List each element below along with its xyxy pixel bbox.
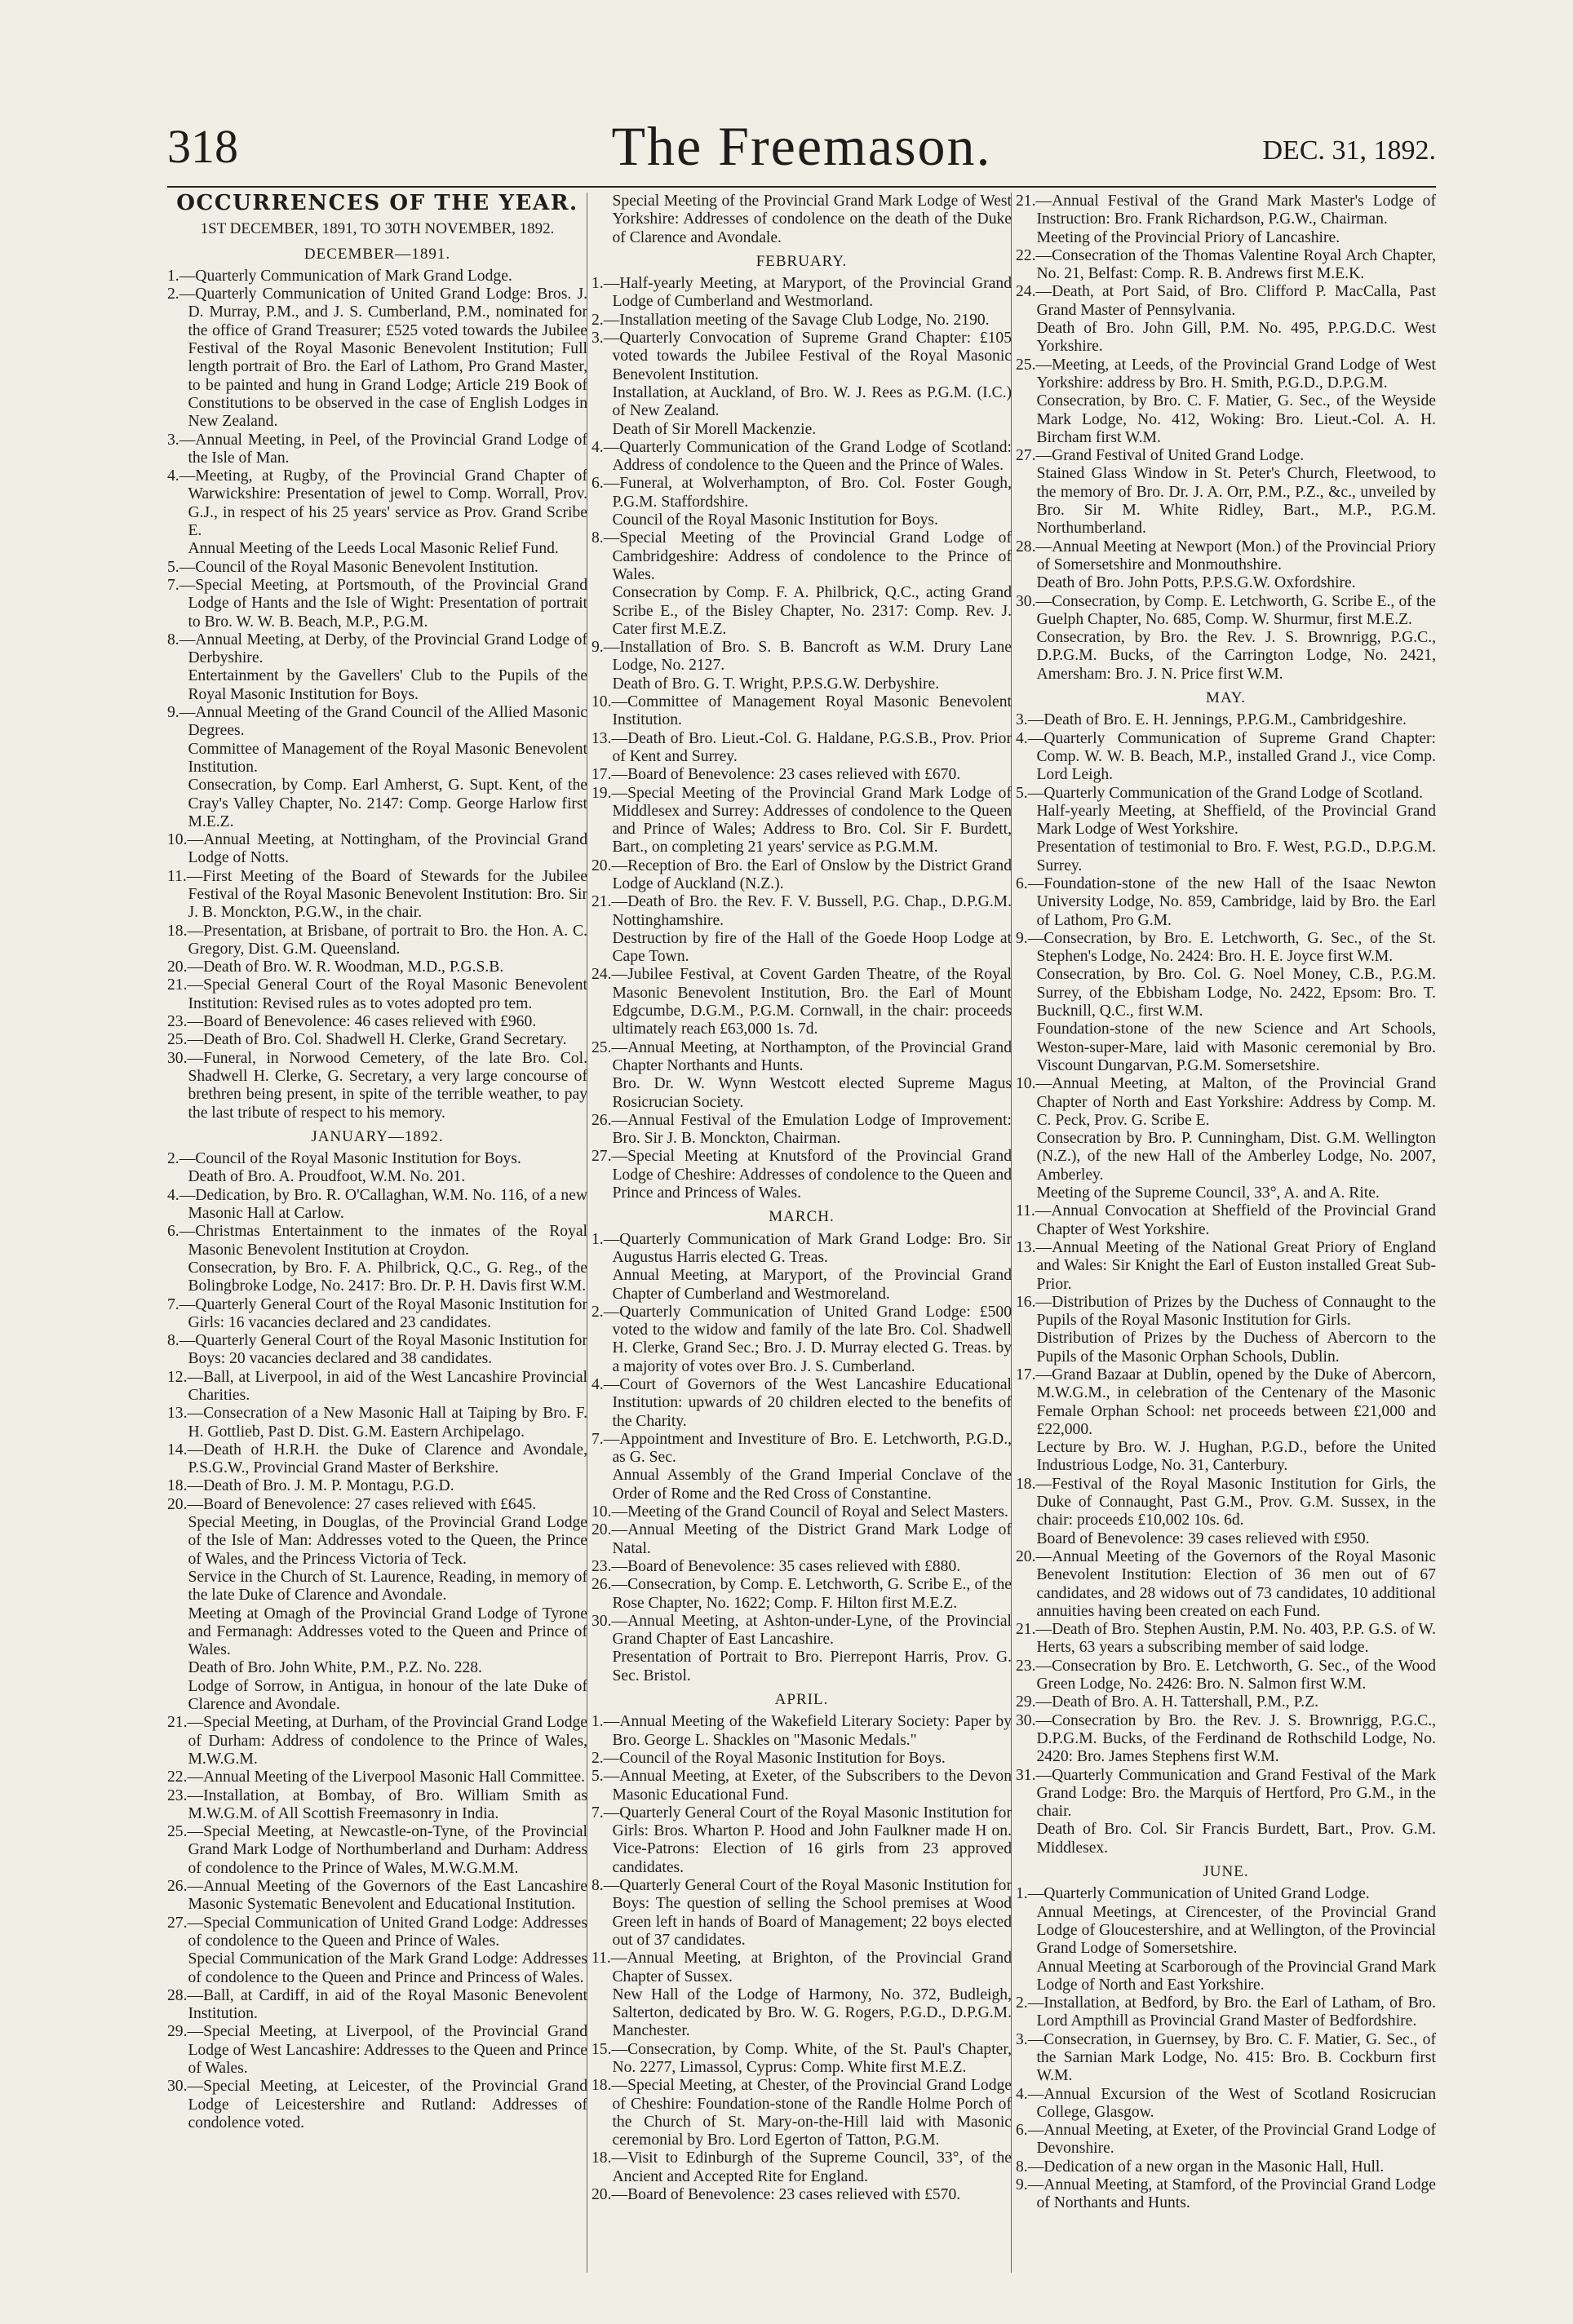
occurrence-entry: 10.—Annual Meeting, at Malton, of the Provincial Grand Chapter of North and East Yorkshire: Address by Comp. M. C. Peck, Prov. G. Scribe E. — [1016, 1075, 1436, 1129]
occurrence-entry: Foundation-stone of the new Science and Art Schools, Weston-super-Mare, laid with Masonic ceremonial by Bro. Viscount Dungarvan, P.G.M. Somersetshire. — [1036, 1020, 1436, 1074]
occurrence-entry: 21.—Death of Bro. Stephen Austin, P.M. No. 403, P.P. G.S. of W. Herts, 63 years a subscribing member of said lodge. — [1016, 1621, 1436, 1657]
occurrence-entry: Consecration, by Bro. Col. G. Noel Money, C.B., P.G.M. Surrey, of the Ebbisham Lodge, No. 2422, Epsom: Bro. T. Bucknill, Q.C., first W.M. — [1036, 966, 1436, 1020]
occurrence-entry: 4.—Quarterly Communication of Supreme Grand Chapter: Comp. W. W. B. Beach, M.P., installed Grand J., vice Comp. Lord Leigh. — [1016, 729, 1436, 784]
occurrence-entry: 2.—Quarterly Communication of United Grand Lodge: £500 voted to the widow and family of the late Bro. Col. Shadwell H. Clerke, Grand Sec.; Bro. J. D. Murray elected G. Treas. by a majority of votes over Bro. J. S. Cumberland. — [592, 1303, 1012, 1375]
occurrence-entry: 11.—First Meeting of the Board of Stewards for the Jubilee Festival of the Royal Masonic Benevolent Institution: Bro. Sir J. B. Monckton, P.G.W., in the chair. — [167, 867, 587, 922]
occurrence-entry: 26.—Annual Festival of the Emulation Lodge of Improvement: Bro. Sir J. B. Monckton, Chairman. — [592, 1111, 1012, 1148]
column-2 — [592, 193, 1012, 2281]
column-3 — [1016, 193, 1436, 2281]
occurrence-entry: 18.—Visit to Edinburgh of the Supreme Council, 33°, of the Ancient and Accepted Rite for England. — [592, 2149, 1012, 2185]
occurrence-entry: 1.—Half-yearly Meeting, at Maryport, of the Provincial Grand Lodge of Cumberland and Westmorland. — [592, 275, 1012, 311]
masthead-title: The Freemason. — [611, 115, 992, 177]
occurrence-entry: 23.—Board of Benevolence: 46 cases relieved with £960. — [167, 1013, 537, 1031]
occurrence-entry: 1.—Quarterly Communication of United Grand Lodge. — [1016, 1885, 1370, 1903]
occurrence-entry: Presentation of testimonial to Bro. F. West, P.G.D., D.P.G.M. Surrey. — [1036, 839, 1436, 874]
occurrence-entry: 10.—Committee of Management Royal Masonic Benevolent Institution. — [592, 693, 1012, 729]
month-heading: JUNE. — [1203, 1863, 1249, 1881]
occurrence-entry: 3.—Quarterly Convocation of Supreme Grand Chapter: £105 voted towards the Jubilee Festival of the Royal Masonic Benevolent Institution. — [592, 330, 1012, 383]
occurrence-entry: 20.—Death of Bro. W. R. Woodman, M.D., P.G.S.B. — [167, 958, 504, 976]
occurrence-entry: 6.—Annual Meeting, at Exeter, of the Provincial Grand Lodge of Devonshire. — [1016, 2122, 1436, 2158]
occurrence-entry: Death of Bro. John Gill, P.M. No. 495, P.P.G.D.C. West Yorkshire. — [1036, 320, 1436, 356]
occurrence-entry: 29.—Special Meeting, at Liverpool, of the Provincial Grand Lodge of West Lancashire: Addresses to the Queen and Prince of Wales. — [167, 2023, 587, 2077]
occurrence-entry: 25.—Death of Bro. Col. Shadwell H. Clerke, Grand Secretary. — [167, 1031, 567, 1049]
occurrence-entry: Committee of Management of the Royal Masonic Benevolent Institution. — [188, 740, 587, 776]
occurrence-entry: 24.—Death, at Port Said, of Bro. Clifford P. MacCalla, Past Grand Master of Pennsylvania. — [1016, 283, 1436, 319]
occurrence-entry: 3.—Death of Bro. E. H. Jennings, P.P.G.M., Cambridgeshire. — [1016, 711, 1407, 729]
occurrence-entry: Annual Meetings, at Cirencester, of the Provincial Grand Lodge of Gloucestershire, and at Wellington, of the Provincial Grand Lodge of Somersetshire. — [1036, 1903, 1436, 1958]
occurrence-entry: 21.—Special General Court of the Royal Masonic Benevolent Institution: Revised rules as to votes adopted pro tem. — [167, 976, 587, 1012]
occurrence-entry: 9.—Consecration, by Bro. E. Letchworth, G. Sec., of the St. Stephen's Lodge, No. 2424: Bro. H. E. Joyce first W.M. — [1016, 929, 1436, 966]
occurrence-entry: Entertainment by the Gavellers' Club to the Pupils of the Royal Masonic Institution for Boys. — [188, 667, 587, 703]
occurrence-entry: 20.—Annual Meeting of the District Grand Mark Lodge of Natal. — [592, 1521, 1012, 1557]
occurrence-entry: 28.—Ball, at Cardiff, in aid of the Royal Masonic Benevolent Institution. — [167, 1986, 587, 2023]
occurrence-entry: 5.—Quarterly Communication of the Grand Lodge of Scotland. — [1016, 784, 1423, 802]
occurrence-entry: 10.—Meeting of the Grand Council of Royal and Select Masters. — [592, 1503, 1008, 1521]
occurrence-entry: 2.—Quarterly Communication of United Grand Lodge: Bros. J. D. Murray, P.M., and J. S. Cumberland, P.M., nominated for the office of Grand Treasurer; £525 voted towards the Jubilee Festival of the Royal Masonic Benevolent Institution; Full length portrait of Bro. the Earl of Lathom, Pro Grand Master, to be painted and hung in Grand Lodge; Article 219 Book of Constitutions to be observed in the case of English Lodges in New Zealand. — [167, 286, 587, 431]
column-3-entries — [1016, 193, 1436, 2213]
occurrence-entry: 18.—Special Meeting, at Chester, of the Provincial Grand Lodge of Cheshire: Foundation-stone of the Randle Holme Porch of the Church of St. Mary-on-the-Hill laid with Masonic ceremonial by Bro. Lord Egerton of Tatton, P.G.M. — [592, 2077, 1012, 2149]
occurrence-entry: Death of Sir Morell Mackenzie. — [612, 420, 817, 438]
month-heading: MAY. — [1206, 689, 1246, 707]
occurrence-entry: 21.—Death of Bro. the Rev. F. V. Bussell, P.G. Chap., D.P.G.M. Nottinghamshire. — [592, 893, 1012, 929]
occurrence-entry: 5.—Annual Meeting, at Exeter, of the Subscribers to the Devon Masonic Educational Fund. — [592, 1768, 1012, 1804]
occurrence-entry: Annual Meeting at Scarborough of the Provincial Grand Mark Lodge of North and East Yorkshire. — [1036, 1958, 1436, 1994]
occurrence-entry: 2.—Council of the Royal Masonic Institution for Boys. — [592, 1749, 946, 1767]
occurrence-entry: 30.—Special Meeting, at Leicester, of the Provincial Grand Lodge of Leicestershire and Rutland: Addresses of condolence voted. — [167, 2078, 587, 2131]
month-heading: FEBRUARY. — [755, 252, 848, 270]
occurrence-entry: 6.—Foundation-stone of the new Hall of the Isaac Newton University Lodge, No. 859, Cambridge, laid by Bro. the Earl of Lathom, Pro G.M. — [1016, 874, 1436, 929]
occurrence-entry: 7.—Quarterly General Court of the Royal Masonic Institution for Girls: 16 vacancies declared and 23 candidates. — [167, 1295, 587, 1331]
occurrence-entry: Presentation of Portrait to Bro. Pierrepont Harris, Prov. G. Sec. Bristol. — [612, 1649, 1012, 1684]
occurrence-entry: 7.—Special Meeting, at Portsmouth, of the Provincial Grand Lodge of Hants and the Isle of Wight: Presentation of portrait to Bro. W. W. B. Beach, M.P., P.G.M. — [167, 576, 587, 631]
occurrence-entry: 13.—Death of Bro. Lieut.-Col. G. Haldane, P.G.S.B., Prov. Prior of Kent and Surrey. — [592, 729, 1012, 765]
occurrence-entry: 2.—Installation, at Bedford, by Bro. the Earl of Latham, of Bro. Lord Ampthill as Provincial Grand Master of Bedfordshire. — [1016, 1994, 1436, 2030]
occurrence-entry: 22.—Consecration of the Thomas Valentine Royal Arch Chapter, No. 21, Belfast: Comp. R. B. Andrews first M.E.K. — [1016, 246, 1436, 283]
occurrence-entry: 4.—Quarterly Communication of the Grand Lodge of Scotland: Address of condolence to the Queen and the Prince of Wales. — [592, 438, 1012, 475]
occurrence-entry: 3.—Consecration, in Guernsey, by Bro. C. F. Matier, G. Sec., of the Sarnian Mark Lodge, No. 415: Bro. B. Cockburn first W.M. — [1016, 2030, 1436, 2085]
occurrence-entry: 8.—Special Meeting of the Provincial Grand Lodge of Cambridgeshire: Address of condolence to the Prince of Wales. — [592, 529, 1012, 583]
occurrence-entry: 21.—Annual Festival of the Grand Mark Master's Lodge of Instruction: Bro. Frank Richardson, P.G.W., Chairman. — [1016, 193, 1436, 228]
occurrence-entry: 4.—Dedication, by Bro. R. O'Callaghan, W.M. No. 116, of a new Masonic Hall at Carlow. — [167, 1186, 587, 1223]
occurrence-entry: 7.—Quarterly General Court of the Royal Masonic Institution for Girls: Bros. Wharton P. Hood and John Faulkner made H on. Vice-Patrons: Election of 16 girls from 23 approved candidates. — [592, 1804, 1012, 1876]
occurrence-entry: Council of the Royal Masonic Institution for Boys. — [612, 511, 938, 529]
month-heading: APRIL. — [774, 1691, 829, 1709]
occurrence-entry: Annual Meeting of the Leeds Local Masonic Relief Fund. — [188, 540, 559, 558]
occurrence-entry: 25.—Special Meeting, at Newcastle-on-Tyne, of the Provincial Grand Mark Lodge of Northumberland and Durham: Address of condolence to the Prince of Wales, M.W.G.M.M. — [167, 1823, 587, 1877]
occurrence-entry: 10.—Annual Meeting, at Nottingham, of the Provincial Grand Lodge of Notts. — [167, 831, 587, 867]
occurrence-entry: 22.—Annual Meeting of the Liverpool Masonic Hall Committee. — [167, 1768, 586, 1786]
occurrence-entry: 20.—Board of Benevolence: 27 cases relieved with £645. — [167, 1495, 537, 1513]
occurrence-entry: 11.—Annual Meeting, at Brighton, of the Provincial Grand Chapter of Sussex. — [592, 1950, 1012, 1985]
occurrence-entry: 27.—Grand Festival of United Grand Lodge. — [1016, 447, 1305, 465]
occurrence-entry: 18.—Presentation, at Brisbane, of portrait to Bro. the Hon. A. C. Gregory, Dist. G.M. Queensland. — [167, 922, 587, 958]
occurrence-entry: 11.—Annual Convocation at Sheffield of the Provincial Grand Chapter of West Yorkshire. — [1016, 1202, 1436, 1238]
occurrence-entry: Destruction by fire of the Hall of the Goede Hoop Lodge at Cape Town. — [612, 929, 1012, 966]
occurrence-entry: Consecration by Comp. F. A. Philbrick, Q.C., acting Grand Scribe E., of the Bisley Chapter, No. 2317: Comp. Rev. J. Cater first M.E.Z. — [612, 584, 1012, 638]
occurrence-entry: 24.—Jubilee Festival, at Covent Garden Theatre, of the Royal Masonic Benevolent Institution, Bro. the Earl of Mount Edgcumbe, D.G.M., P.G.M. Cornwall, in the chair: proceeds ultimately reach £63,000 1s. 7d. — [592, 966, 1012, 1038]
occurrence-entry: 23.—Consecration by Bro. E. Letchworth, G. Sec., of the Wood Green Lodge, No. 2426: Bro. N. Salmon first W.M. — [1016, 1657, 1436, 1693]
column-2-entries — [592, 193, 1012, 2204]
month-heading: JANUARY—1892. — [311, 1127, 444, 1145]
occurrence-entry: 23.—Installation, at Bombay, of Bro. William Smith as M.W.G.M. of All Scottish Freemasonry in India. — [167, 1786, 587, 1822]
occurrence-entry: 7.—Appointment and Investiture of Bro. E. Letchworth, P.G.D., as G. Sec. — [592, 1430, 1012, 1467]
occurrence-entry: Consecration, by Comp. Earl Amherst, G. Supt. Kent, of the Cray's Valley Chapter, No. 2147: Comp. George Harlow first M.E.Z. — [188, 777, 587, 830]
occurrence-entry: 20.—Annual Meeting of the Governors of the Royal Masonic Benevolent Institution: Election of 36 men out of 67 candidates, and 28 widows out of 73 candidates, 10 additional annuities having been created on each Fund. — [1016, 1547, 1436, 1620]
occurrence-entry: Meeting at Omagh of the Provincial Grand Lodge of Tyrone and Fermanagh: Addresses voted to the Queen and Prince of Wales. — [188, 1605, 587, 1659]
occurrence-entry: 28.—Annual Meeting at Newport (Mon.) of the Provincial Priory of Somersetshire and Monmouthshire. — [1016, 538, 1436, 573]
occurrence-entry: Death of Bro. G. T. Wright, P.P.S.G.W. Derbyshire. — [612, 675, 940, 693]
column-1-entries — [167, 246, 587, 2133]
occurrence-entry: 21.—Special Meeting, at Durham, of the Provincial Grand Lodge of Durham: Address of condolence to the Prince of Wales, M.W.G.M. — [167, 1714, 587, 1768]
occurrence-entry: 31.—Quarterly Communication and Grand Festival of the Mark Grand Lodge: Bro. the Marquis of Hertford, Pro G.M., in the chair. — [1016, 1766, 1436, 1821]
occurrence-entry: Consecration, by Bro. the Rev. J. S. Brownrigg, P.G.C., D.P.G.M. Bucks, of the Carrington Lodge, No. 2421, Amersham: Bro. J. N. Price first W.M. — [1036, 629, 1436, 683]
occurrence-entry: Special Communication of the Mark Grand Lodge: Addresses of condolence to the Queen and Prince and Princess of Wales. — [188, 1950, 587, 1986]
occurrence-entry: Service in the Church of St. Laurence, Reading, in memory of the late Duke of Clarence and Avondale. — [188, 1568, 587, 1605]
occurrence-entry: 16.—Distribution of Prizes by the Duchess of Connaught to the Pupils of the Royal Masonic Institution for Girls. — [1016, 1293, 1436, 1330]
occurrence-entry: 27.—Special Meeting at Knutsford of the Provincial Grand Lodge of Cheshire: Addresses of condolence to the Queen and Prince and Princess of Wales. — [592, 1148, 1012, 1202]
occurrence-entry: 4.—Meeting, at Rugby, of the Provincial Grand Chapter of Warwickshire: Presentation of jewel to Comp. Worrall, Prov. G.J., in respect of his 25 years' service as Prov. Grand Scribe E. — [167, 467, 587, 540]
occurrence-entry: 30.—Funeral, in Norwood Cemetery, of the late Bro. Col. Shadwell H. Clerke, G. Secretary, a very large concourse of brethren being present, in spite of the terrible weather, to pay the last tribute of respect to his memory. — [167, 1049, 587, 1122]
occurrence-entry: Board of Benevolence: 39 cases relieved with £950. — [1036, 1529, 1370, 1547]
month-heading: DECEMBER—1891. — [304, 245, 451, 263]
occurrence-entry: 2.—Installation meeting of the Savage Club Lodge, No. 2190. — [592, 311, 990, 329]
occurrence-entry: 4.—Court of Governors of the West Lancashire Educational Institution: upwards of 20 children elected to the benefits of the Charity. — [592, 1376, 1012, 1430]
occurrence-entry: 18.—Death of Bro. J. M. P. Montagu, P.G.D. — [167, 1477, 454, 1495]
occurrence-entry: 17.—Board of Benevolence: 23 cases relieved with £670. — [592, 766, 961, 784]
occurrence-entry: Half-yearly Meeting, at Sheffield, of the Provincial Grand Mark Lodge of West Yorkshire. — [1036, 802, 1436, 839]
occurrence-entry: 17.—Grand Bazaar at Dublin, opened by the Duke of Abercorn, M.W.G.M., in celebration of the Centenary of the Masonic Female Orphan School: net proceeds between £21,000 and £22,000. — [1016, 1366, 1436, 1438]
occurrence-entry: 20.—Reception of Bro. the Earl of Onslow by the District Grand Lodge of Auckland (N.Z.). — [592, 857, 1012, 892]
occurrence-entry: Meeting of the Supreme Council, 33°, A. and A. Rite. — [1036, 1184, 1380, 1202]
occurrence-entry: Death of Bro. A. Proudfoot, W.M. No. 201. — [188, 1168, 466, 1186]
header-rule — [167, 186, 1436, 188]
section-subtitle: 1ST DECEMBER, 1891, TO 30TH NOVEMBER, 1892. — [200, 220, 555, 238]
month-heading: MARCH. — [769, 1208, 835, 1226]
occurrence-entry: 9.—Annual Meeting, at Stamford, of the Provincial Grand Lodge of Northants and Hunts. — [1016, 2176, 1436, 2212]
occurrence-entry: Installation, at Auckland, of Bro. W. J. Rees as P.G.M. (I.C.) of New Zealand. — [612, 383, 1012, 420]
occurrence-entry: 25.—Annual Meeting, at Northampton, of the Provincial Grand Chapter Northants and Hunts. — [592, 1038, 1012, 1074]
occurrence-entry: New Hall of the Lodge of Harmony, No. 372, Budleigh, Salterton, dedicated by Bro. W. G. Rogers, P.G.D., D.P.G.M. Manchester. — [612, 1985, 1012, 2040]
occurrence-entry: Consecration, by Bro. F. A. Philbrick, Q.C., G. Reg., of the Bolingbroke Lodge, No. 2417: Bro. Dr. P. H. Davis first W.M. — [188, 1259, 587, 1295]
occurrence-entry: 14.—Death of H.R.H. the Duke of Clarence and Avondale, P.S.G.W., Provincial Grand Master of Berkshire. — [167, 1441, 587, 1477]
occurrence-entry: 8.—Quarterly General Court of the Royal Masonic Institution for Boys: 20 vacancies declared and 38 candidates. — [167, 1332, 587, 1368]
column-1 — [167, 193, 587, 2281]
occurrence-entry: 6.—Funeral, at Wolverhampton, of Bro. Col. Foster Gough, P.G.M. Staffordshire. — [592, 475, 1012, 511]
occurrence-entry: 2.—Council of the Royal Masonic Institution for Boys. — [167, 1150, 521, 1168]
occurrence-entry: 3.—Annual Meeting, in Peel, of the Provincial Grand Lodge of the Isle of Man. — [167, 431, 587, 467]
occurrence-entry: 23.—Board of Benevolence: 35 cases relieved with £880. — [592, 1557, 961, 1575]
occurrence-entry: Stained Glass Window in St. Peter's Church, Fleetwood, to the memory of Bro. Dr. J. A. Orr, P.M., P.Z., &c., unveiled by Bro. Sir M. White Ridley, Bart., M.P., P.G.M. Northumberland. — [1036, 465, 1436, 538]
occurrence-entry: Death of Bro. John White, P.M., P.Z. No. 228. — [188, 1659, 482, 1677]
issue-date: DEC. 31, 1892. — [1262, 135, 1436, 166]
occurrence-entry: 1.—Quarterly Communication of Mark Grand Lodge. — [167, 267, 512, 285]
occurrence-entry: 1.—Annual Meeting of the Wakefield Literary Society: Paper by Bro. George L. Shackles on "Masonic Medals." — [592, 1713, 1012, 1749]
occurrence-entry: Annual Meeting, at Maryport, of the Provincial Grand Chapter of Cumberland and Westmoreland. — [612, 1267, 1012, 1303]
occurrence-entry: 30.—Annual Meeting, at Ashton-under-Lyne, of the Provincial Grand Chapter of East Lancashire. — [592, 1612, 1012, 1649]
occurrence-entry: 20.—Board of Benevolence: 23 cases relieved with £570. — [592, 2186, 961, 2204]
occurrence-entry: Bro. Dr. W. Wynn Westcott elected Supreme Magus Rosicrucian Society. — [612, 1075, 1012, 1111]
section-title: OCCURRENCES OF THE YEAR. — [176, 193, 578, 215]
occurrence-entry: Distribution of Prizes by the Duchess of Abercorn to the Pupils of the Masonic Orphan Schools, Dublin. — [1036, 1330, 1436, 1366]
occurrence-entry: Death of Bro. John Potts, P.P.S.G.W. Oxfordshire. — [1036, 574, 1356, 592]
occurrence-entry: 30.—Consecration, by Comp. E. Letchworth, G. Scribe E., of the Guelph Chapter, No. 685, Comp. W. Shurmur, first M.E.Z. — [1016, 592, 1436, 628]
occurrence-entry: Meeting of the Provincial Priory of Lancashire. — [1036, 228, 1340, 246]
occurrence-entry: 4.—Annual Excursion of the West of Scotland Rosicrucian College, Glasgow. — [1016, 2085, 1436, 2121]
occurrence-entry: Special Meeting of the Provincial Grand Mark Lodge of West Yorkshire: Addresses of condolence on the death of the Duke of Clarence and Avondale. — [612, 193, 1012, 246]
occurrence-entry: Annual Assembly of the Grand Imperial Conclave of the Order of Rome and the Red Cross of Constantine. — [612, 1467, 1012, 1503]
occurrence-entry: 9.—Annual Meeting of the Grand Council of the Allied Masonic Degrees. — [167, 704, 587, 740]
occurrence-entry: 5.—Council of the Royal Masonic Benevolent Institution. — [167, 558, 538, 576]
occurrence-entry: Lodge of Sorrow, in Antigua, in honour of the late Duke of Clarence and Avondale. — [188, 1677, 587, 1714]
occurrence-entry: Special Meeting, in Douglas, of the Provincial Grand Lodge of the Isle of Man: Addresses voted to the Queen, the Prince of Wales, and the Princess Victoria of Teck. — [188, 1514, 587, 1568]
occurrence-entry: 8.—Quarterly General Court of the Royal Masonic Institution for Boys: The question of selling the School premises at Wood Green left in hands of Board of Management; 22 boys elected out of 37 candidates. — [592, 1877, 1012, 1949]
occurrence-entry: 8.—Annual Meeting, at Derby, of the Provincial Grand Lodge of Derbyshire. — [167, 631, 587, 667]
occurrence-entry: 30.—Consecration by Bro. the Rev. J. S. Brownrigg, P.G.C., D.P.G.M. Bucks, of the Ferdinand de Rothschild Lodge, No. 2420: Bro. James Stephens first W.M. — [1016, 1711, 1436, 1766]
occurrence-entry: 29.—Death of Bro. A. H. Tattershall, P.M., P.Z. — [1016, 1693, 1319, 1711]
occurrence-entry: Death of Bro. Col. Sir Francis Burdett, Bart., Prov. G.M. Middlesex. — [1036, 1821, 1436, 1857]
occurrence-entry: 18.—Festival of the Royal Masonic Institution for Girls, the Duke of Connaught, Past G.M., Prov. G.M. Sussex, in the chair: proceeds £10,002 10s. 6d. — [1016, 1475, 1436, 1529]
occurrence-entry: 9.—Installation of Bro. S. B. Bancroft as W.M. Drury Lane Lodge, No. 2127. — [592, 639, 1012, 675]
page-number: 318 — [167, 120, 238, 173]
occurrence-entry: Consecration, by Bro. C. F. Matier, G. Sec., of the Weyside Mark Lodge, No. 412, Woking: Bro. Lieut.-Col. A. H. Bircham first W.M. — [1036, 392, 1436, 446]
occurrence-entry: Consecration by Bro. P. Cunningham, Dist. G.M. Wellington (N.Z.), of the new Hall of the Amberley Lodge, No. 2007, Amberley. — [1036, 1130, 1436, 1184]
occurrence-entry: Lecture by Bro. W. J. Hughan, P.G.D., before the United Industrious Lodge, No. 31, Canterbury. — [1036, 1439, 1436, 1475]
occurrence-entry: 19.—Special Meeting of the Provincial Grand Mark Lodge of Middlesex and Surrey: Addresses of condolence to the Queen and Prince of Wales; Address to Bro. Col. Sir F. Burdett, Bart., on completing 21 years' service as P.G.M.M. — [592, 784, 1012, 857]
occurrence-entry: 6.—Christmas Entertainment to the inmates of the Royal Masonic Benevolent Institution at Croydon. — [167, 1223, 587, 1259]
occurrence-entry: 12.—Ball, at Liverpool, in aid of the West Lancashire Provincial Charities. — [167, 1368, 587, 1404]
occurrence-entry: 27.—Special Communication of United Grand Lodge: Addresses of condolence to the Queen and Prince of Wales. — [167, 1914, 587, 1950]
page-header — [167, 114, 1436, 179]
occurrence-entry: 1.—Quarterly Communication of Mark Grand Lodge: Bro. Sir Augustus Harris elected G. Treas. — [592, 1230, 1012, 1266]
occurrence-entry: 8.—Dedication of a new organ in the Masonic Hall, Hull. — [1016, 2158, 1385, 2176]
occurrence-entry: 26.—Annual Meeting of the Governors of the East Lancashire Masonic Systematic Benevolent and Educational Institution. — [167, 1878, 587, 1914]
occurrence-entry: 26.—Consecration, by Comp. E. Letchworth, G. Scribe E., of the Rose Chapter, No. 1622; Comp. F. Hilton first M.E.Z. — [592, 1576, 1012, 1612]
occurrence-entry: 25.—Meeting, at Leeds, of the Provincial Grand Lodge of West Yorkshire: address by Bro. H. Smith, P.G.D., D.P.G.M. — [1016, 356, 1436, 392]
occurrence-entry: 13.—Consecration of a New Masonic Hall at Taiping by Bro. F. H. Gottlieb, Past D. Dist. G.M. Eastern Archipelago. — [167, 1405, 587, 1441]
occurrence-entry: 13.—Annual Meeting of the National Great Priory of England and Wales: Sir Knight the Earl of Euston installed Great Sub-Prior. — [1016, 1238, 1436, 1293]
occurrence-entry: 15.—Consecration, by Comp. White, of the St. Paul's Chapter, No. 2277, Limassol, Cyprus: Comp. White first M.E.Z. — [592, 2040, 1012, 2076]
